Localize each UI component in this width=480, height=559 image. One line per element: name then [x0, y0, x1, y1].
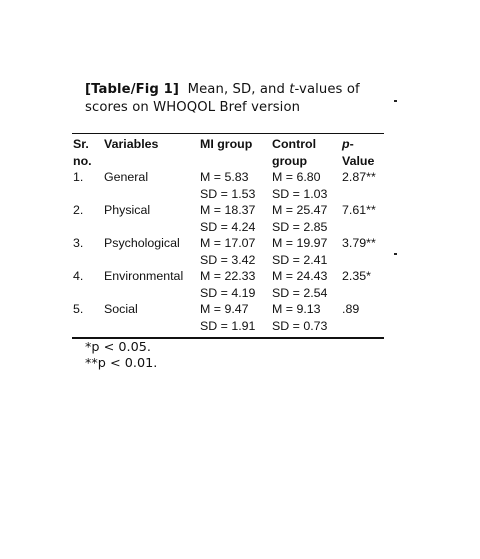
cell-mi: M = 5.83 SD = 1.53	[200, 170, 256, 201]
cell-control: M = 25.47 SD = 2.85	[272, 203, 328, 234]
cell-mi: M = 17.07 SD = 3.42	[200, 236, 256, 267]
cell-variable: Physical	[104, 203, 151, 217]
table-row	[73, 235, 384, 268]
footnote-p-005: *p < 0.05.	[85, 340, 151, 355]
cell-mi: M = 18.37 SD = 4.24	[200, 203, 256, 234]
header-p-value: p- Value	[342, 137, 375, 168]
cell-sr: 3.	[73, 236, 84, 250]
cell-variable: Social	[104, 302, 138, 316]
cell-mi: M = 9.47 SD = 1.91	[200, 302, 256, 333]
footnote-p-001: **p < 0.01.	[85, 356, 158, 371]
caption-italic-t: t	[289, 82, 295, 97]
cell-p: 7.61**	[342, 203, 376, 217]
table-row	[73, 169, 384, 202]
cell-variable: Psychological	[104, 236, 180, 250]
header-variables: Variables	[104, 137, 159, 151]
table-row	[73, 301, 384, 334]
table-footnotes	[85, 340, 157, 372]
cell-sr: 4.	[73, 269, 84, 283]
table-bottom-rule	[72, 337, 384, 339]
table-row	[73, 202, 384, 235]
margin-dot-middle	[394, 253, 397, 255]
table-row	[73, 268, 384, 301]
table-caption	[85, 81, 377, 117]
caption-text-end: -values of scores on WHOQOL Bref version	[85, 82, 360, 115]
cell-control: M = 6.80 SD = 1.03	[272, 170, 328, 201]
cell-control: M = 24.43 SD = 2.54	[272, 269, 328, 300]
cell-variable: Environmental	[104, 269, 184, 283]
cell-p: 2.35*	[342, 269, 371, 283]
header-mi-group: MI group	[200, 137, 253, 151]
header-control-group: Control group	[272, 137, 317, 168]
cell-sr: 2.	[73, 203, 84, 217]
figure-label: [Table/Fig 1]	[85, 82, 180, 97]
cell-p: .89	[342, 302, 360, 316]
margin-dot-top	[394, 100, 397, 102]
cell-variable: General	[104, 170, 149, 184]
cell-control: M = 9.13 SD = 0.73	[272, 302, 328, 333]
cell-p: 3.79**	[342, 236, 376, 250]
scores-table	[73, 134, 384, 334]
cell-sr: 1.	[73, 170, 84, 184]
cell-sr: 5.	[73, 302, 84, 316]
header-sr-no: Sr. no.	[73, 137, 92, 168]
cell-control: M = 19.97 SD = 2.41	[272, 236, 328, 267]
cell-mi: M = 22.33 SD = 4.19	[200, 269, 256, 300]
cell-p: 2.87**	[342, 170, 376, 184]
caption-text-start: Mean, SD, and	[187, 82, 290, 97]
header-row	[73, 134, 384, 169]
